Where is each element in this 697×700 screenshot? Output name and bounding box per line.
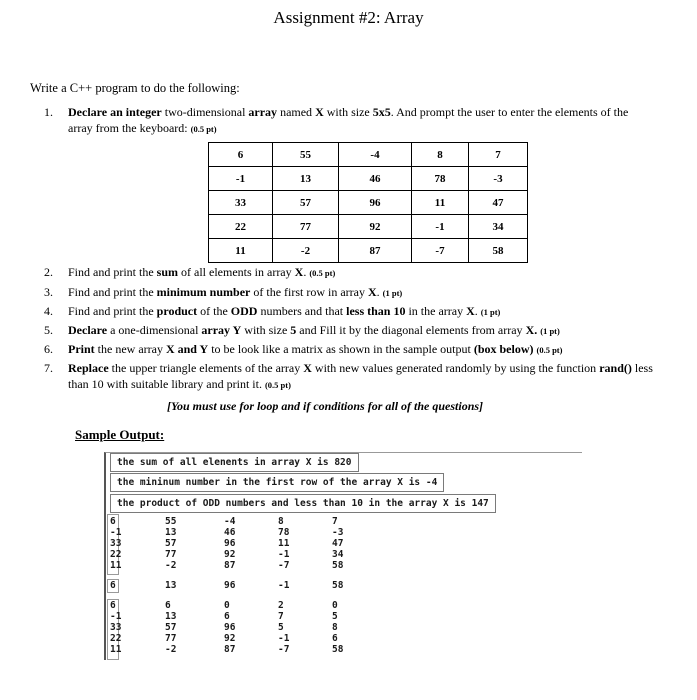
console-matrix-cell: -2 (165, 560, 177, 571)
console-array-cell: 6 (110, 580, 116, 591)
console-matrix-cell: 77 (165, 549, 177, 560)
array-cell: 47 (469, 191, 528, 215)
q-text: X (466, 304, 475, 318)
console-matrix-cell: -1 (110, 527, 122, 538)
console-matrix-cell: 11 (278, 538, 290, 549)
array-cell: -4 (339, 143, 412, 167)
console-matrix-cell: 13 (165, 527, 177, 538)
array-cell: 7 (469, 143, 528, 167)
array-x-table (208, 142, 528, 263)
q-text: 5x5 (372, 105, 391, 119)
console-array-cell: 58 (332, 580, 344, 591)
q-text: of the first row in array (250, 285, 368, 299)
array-cell: -7 (412, 239, 469, 263)
array-cell: 92 (339, 215, 412, 239)
points-label: (0.5 pt) (190, 124, 217, 134)
q-text: . (474, 304, 481, 318)
q-text: Print (68, 342, 95, 356)
array-row (209, 215, 528, 239)
console-array-cell: 96 (224, 580, 236, 591)
q-text: and Fill it by the diagonal elements from array (296, 323, 526, 337)
q-text: to be look like a matrix as shown in the sample output (208, 342, 474, 356)
question-number: 4. (44, 304, 53, 318)
array-cell: 11 (412, 191, 469, 215)
console-matrix-cell: 0 (224, 600, 230, 611)
console-line-minimum: the mininum number in the first row of the array X is -4 (110, 473, 444, 492)
q-text: minimum number (156, 285, 251, 299)
q-text: a one-dimensional (107, 323, 202, 337)
console-matrix-cell: -1 (278, 633, 290, 644)
array-row (209, 167, 528, 191)
console-matrix-cell: 5 (278, 622, 284, 633)
console-matrix-cell: 6 (110, 516, 116, 527)
console-line-sum: the sum of all elenents in array X is 820 (110, 453, 359, 472)
console-matrix-cell: 57 (165, 622, 177, 633)
q-text: Find and print the (68, 265, 157, 279)
array-cell: 8 (412, 143, 469, 167)
console-matrix-cell: 22 (110, 549, 122, 560)
console-matrix-cell: 47 (332, 538, 344, 549)
q-text: X and Y (165, 342, 209, 356)
q-text: . (376, 285, 383, 299)
array-cell: 13 (273, 167, 339, 191)
points-label: (1 pt) (382, 288, 403, 298)
console-matrix-cell: 13 (165, 611, 177, 622)
console-matrix-cell: 6 (332, 633, 338, 644)
q-text: sum (156, 265, 179, 279)
console-matrix-cell: -3 (332, 527, 344, 538)
q-text: X (315, 105, 324, 119)
console-matrix-cell: 57 (165, 538, 177, 549)
question-7 (44, 360, 654, 393)
q-text: less than 10 with suitable library and print it. (68, 361, 653, 391)
array-row (209, 239, 528, 263)
console-matrix-cell: 6 (110, 600, 116, 611)
console-array-cell: -1 (278, 580, 290, 591)
console-matrix-cell: -7 (278, 644, 290, 655)
array-row (209, 143, 528, 167)
q-text: two-dimensional (161, 105, 249, 119)
console-matrix-cell: 96 (224, 622, 236, 633)
console-matrix-cell: 33 (110, 538, 122, 549)
array-cell: 57 (273, 191, 339, 215)
console-matrix-cell: 6 (165, 600, 171, 611)
question-1 (44, 104, 654, 137)
console-matrix-cell: 96 (224, 538, 236, 549)
sample-output-console (104, 452, 582, 660)
sample-output-heading: Sample Output: (75, 427, 165, 442)
console-matrix-cell: 33 (110, 622, 122, 633)
points-label: (0.5 pt) (536, 345, 563, 355)
console-matrix-cell: 92 (224, 633, 236, 644)
q-text: X (303, 361, 312, 375)
page-title: Assignment #2: Array (273, 8, 424, 27)
q-text: array (248, 105, 278, 119)
q-text: in the array (405, 304, 467, 318)
console-matrix-cell: 34 (332, 549, 344, 560)
console-matrix-cell: -1 (110, 611, 122, 622)
points-label: (0.5 pt) (264, 380, 291, 390)
console-matrix-cell: 78 (278, 527, 290, 538)
q-text: X. (525, 323, 538, 337)
array-cell: 78 (412, 167, 469, 191)
q-text: less than 10 (346, 304, 406, 318)
q-text: with size (323, 105, 373, 119)
array-cell: 46 (339, 167, 412, 191)
console-matrix-cell: -2 (165, 644, 177, 655)
array-cell: 34 (469, 215, 528, 239)
question-number: 2. (44, 265, 53, 279)
array-cell: 22 (209, 215, 273, 239)
array-cell: 55 (273, 143, 339, 167)
q-text: Declare (68, 323, 108, 337)
array-cell: -3 (469, 167, 528, 191)
console-matrix-cell: 87 (224, 560, 236, 571)
question-number: 1. (44, 105, 53, 119)
q-text: array Y (201, 323, 242, 337)
console-matrix-cell: 6 (224, 611, 230, 622)
console-matrix-cell: 2 (278, 600, 284, 611)
array-cell: 87 (339, 239, 412, 263)
q-text: . And prompt the user to enter the elements of the array from the keyboard: (68, 105, 629, 135)
array-cell: 33 (209, 191, 273, 215)
console-matrix-cell: 58 (332, 560, 344, 571)
console-matrix-cell: 8 (278, 516, 284, 527)
q-text: the upper triangle elements of the array (108, 361, 304, 375)
q-text: numbers and that (257, 304, 347, 318)
console-matrix-cell: 0 (332, 600, 338, 611)
console-matrix-cell: 55 (165, 516, 177, 527)
question-number: 5. (44, 323, 53, 337)
q-text: Replace (68, 361, 109, 375)
question-number: 6. (44, 342, 53, 356)
console-matrix-cell: 46 (224, 527, 236, 538)
points-label: (1 pt) (480, 307, 501, 317)
q-text: . (303, 265, 310, 279)
console-matrix-cell: 7 (278, 611, 284, 622)
q-text: the new array (94, 342, 166, 356)
q-text: Find and print the (68, 304, 157, 318)
console-matrix-cell: 22 (110, 633, 122, 644)
q-text: named (277, 105, 316, 119)
question-number: 3. (44, 285, 53, 299)
q-text: (box below) (473, 342, 534, 356)
array-cell: 11 (209, 239, 273, 263)
q-text: Declare an integer (68, 105, 162, 119)
console-matrix-cell: 7 (332, 516, 338, 527)
instruction-note: [You must use for loop and if conditions for all of the questions] (167, 399, 484, 413)
console-matrix-cell: -7 (278, 560, 290, 571)
console-matrix-cell: -1 (278, 549, 290, 560)
console-line-product: the product of ODD numbers and less than 10 in the array X is 147 (110, 494, 496, 513)
question-number: 7. (44, 361, 53, 375)
console-matrix-cell: 92 (224, 549, 236, 560)
array-cell: -2 (273, 239, 339, 263)
console-matrix-cell: 77 (165, 633, 177, 644)
console-array-cell: 13 (165, 580, 177, 591)
array-cell: -1 (412, 215, 469, 239)
console-matrix-cell: 87 (224, 644, 236, 655)
console-matrix-cell: 11 (110, 644, 122, 655)
console-matrix-cell: 8 (332, 622, 338, 633)
console-matrix-cell: 58 (332, 644, 344, 655)
q-text: X (368, 285, 377, 299)
q-text: 5 (290, 323, 297, 337)
console-matrix-cell: 11 (110, 560, 122, 571)
q-text: X (294, 265, 304, 279)
q-text: rand() (599, 361, 632, 375)
q-text: product (156, 304, 198, 318)
q-text: ODD (230, 304, 258, 318)
points-label: (0.5 pt) (309, 268, 336, 278)
array-cell: 77 (273, 215, 339, 239)
array-cell: 58 (469, 239, 528, 263)
array-cell: -1 (209, 167, 273, 191)
question-6 (44, 341, 654, 358)
array-row (209, 191, 528, 215)
q-text: of all elements in array (178, 265, 295, 279)
q-text: with new values generated randomly by using the function (311, 361, 600, 375)
q-text: with size (241, 323, 291, 337)
console-matrix-cell: 5 (332, 611, 338, 622)
array-cell: 96 (339, 191, 412, 215)
q-text: of the (197, 304, 231, 318)
q-text: Find and print the (68, 285, 157, 299)
question-3 (44, 284, 654, 301)
question-4 (44, 303, 654, 320)
console-matrix-cell: -4 (224, 516, 236, 527)
points-label: (1 pt) (540, 326, 560, 336)
array-cell: 6 (209, 143, 273, 167)
intro-text: Write a C++ program to do the following: (30, 81, 240, 95)
question-5 (44, 322, 654, 339)
question-2 (44, 264, 654, 281)
